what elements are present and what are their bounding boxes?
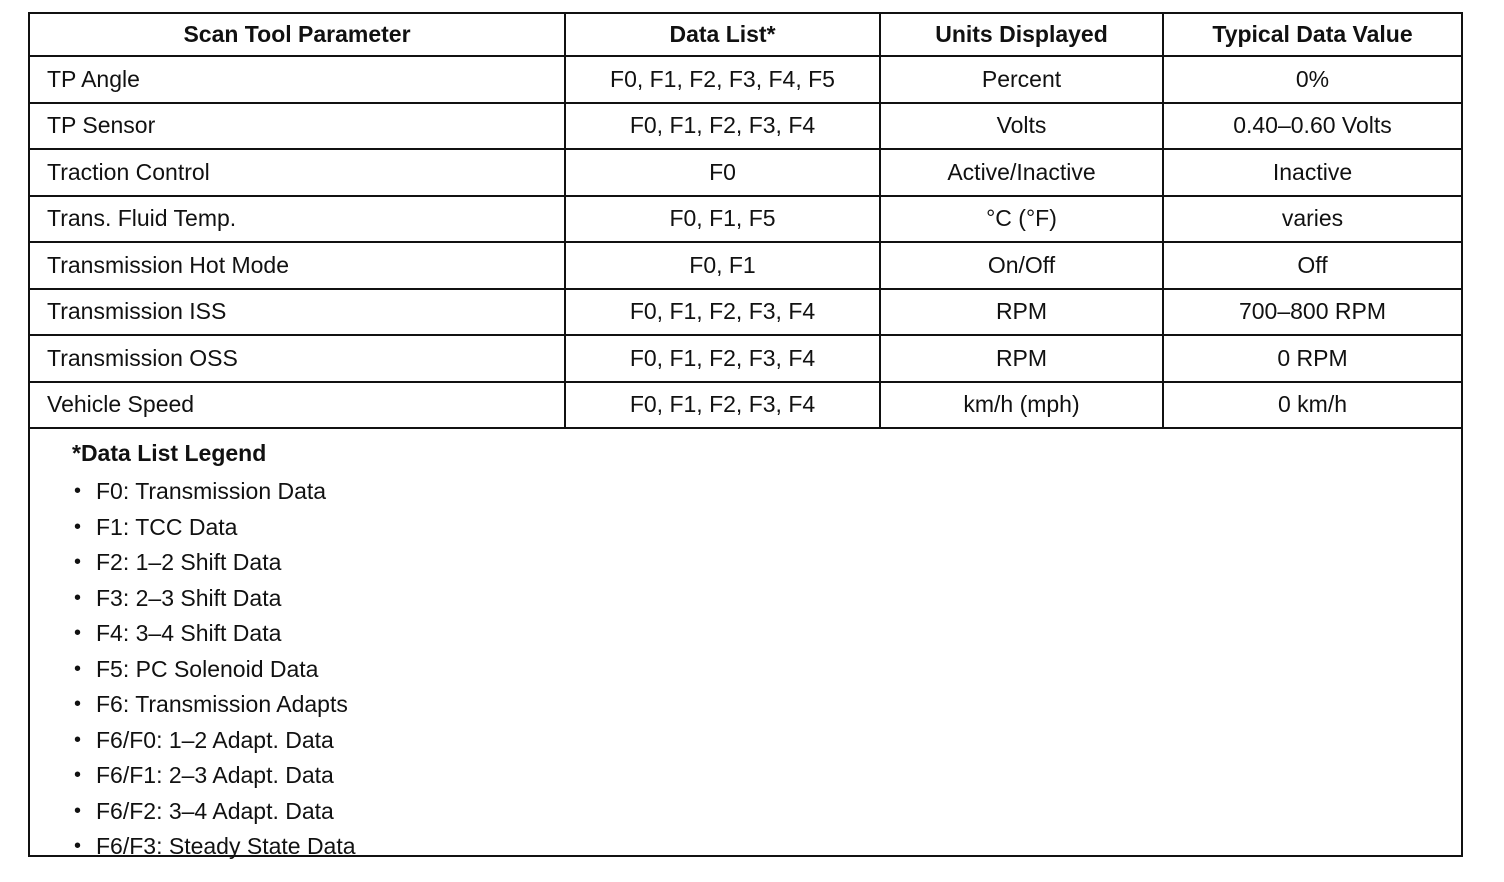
typical-value-cell: 0 km/h: [1163, 382, 1461, 429]
typical-value-cell: 0 RPM: [1163, 335, 1461, 382]
legend-item: [72, 652, 1461, 688]
legend-item-label: F6/F2: 3–4 Adapt. Data: [96, 797, 334, 824]
scan-tool-data-sheet: [28, 12, 1463, 857]
legend-item-label: F2: 1–2 Shift Data: [96, 549, 282, 575]
table-row: [30, 242, 1461, 289]
data-list-cell: F0: [565, 149, 880, 196]
data-list-cell: F0, F1, F2, F3, F4, F5: [565, 56, 880, 103]
bullet-icon: •: [74, 551, 82, 573]
legend-item-label: F5: PC Solenoid Data: [96, 655, 319, 682]
table-row: [30, 56, 1461, 103]
legend-item-label: F6: Transmission Adapts: [96, 691, 348, 717]
parameter-cell: Trans. Fluid Temp.: [30, 196, 565, 243]
parameter-cell: Traction Control: [30, 149, 565, 196]
data-list-legend: [30, 429, 1461, 865]
scan-tool-parameter-table: [30, 14, 1461, 429]
bullet-icon: •: [74, 693, 82, 715]
units-cell: RPM: [880, 335, 1163, 382]
table-header-row: [30, 14, 1461, 56]
header-data-list: Data List*: [565, 14, 880, 56]
data-list-cell: F0, F1, F2, F3, F4: [565, 289, 880, 336]
typical-value-cell: 700–800 RPM: [1163, 289, 1461, 336]
parameter-cell: TP Sensor: [30, 103, 565, 150]
units-cell: RPM: [880, 289, 1163, 336]
header-units-displayed: Units Displayed: [880, 14, 1163, 56]
units-cell: Volts: [880, 103, 1163, 150]
header-typical-data-value: Typical Data Value: [1163, 14, 1461, 56]
table-row: [30, 196, 1461, 243]
typical-value-cell: varies: [1163, 196, 1461, 243]
legend-item: [72, 474, 1461, 510]
table-row: [30, 149, 1461, 196]
legend-item: [72, 723, 1461, 759]
bullet-icon: •: [74, 728, 82, 751]
data-list-cell: F0, F1: [565, 242, 880, 289]
legend-item-label: F1: TCC Data: [96, 513, 238, 540]
typical-value-cell: 0%: [1163, 56, 1461, 103]
units-cell: Percent: [880, 56, 1163, 103]
units-cell: km/h (mph): [880, 382, 1163, 429]
legend-item-label: F6/F3: Steady State Data: [96, 833, 356, 859]
legend-item: [72, 794, 1461, 830]
table-row: [30, 289, 1461, 336]
legend-item: [72, 510, 1461, 546]
parameter-cell: Transmission ISS: [30, 289, 565, 336]
data-list-cell: F0, F1, F2, F3, F4: [565, 103, 880, 150]
legend-item: [72, 758, 1461, 794]
legend-item-label: F4: 3–4 Shift Data: [96, 620, 282, 646]
table-row: [30, 103, 1461, 150]
parameter-cell: Transmission OSS: [30, 335, 565, 382]
legend-item: [72, 581, 1461, 617]
bullet-icon: •: [74, 764, 82, 786]
bullet-icon: •: [74, 480, 82, 502]
legend-list: [72, 474, 1461, 865]
header-scan-tool-parameter: Scan Tool Parameter: [30, 14, 565, 56]
typical-value-cell: Inactive: [1163, 149, 1461, 196]
data-list-cell: F0, F1, F2, F3, F4: [565, 382, 880, 429]
parameter-cell: Vehicle Speed: [30, 382, 565, 429]
legend-item-label: F3: 2–3 Shift Data: [96, 584, 282, 611]
bullet-icon: •: [74, 799, 82, 822]
legend-item-label: F6/F1: 2–3 Adapt. Data: [96, 762, 334, 788]
parameter-cell: Transmission Hot Mode: [30, 242, 565, 289]
data-list-cell: F0, F1, F2, F3, F4: [565, 335, 880, 382]
bullet-icon: •: [74, 657, 82, 680]
bullet-icon: •: [74, 622, 82, 644]
legend-item: [72, 545, 1461, 581]
legend-item: [72, 616, 1461, 652]
legend-item: [72, 829, 1461, 865]
legend-item-label: F6/F0: 1–2 Adapt. Data: [96, 726, 334, 753]
units-cell: °C (°F): [880, 196, 1163, 243]
units-cell: Active/Inactive: [880, 149, 1163, 196]
legend-title: *Data List Legend: [72, 440, 267, 466]
parameter-cell: TP Angle: [30, 56, 565, 103]
table-row: [30, 335, 1461, 382]
legend-item: [72, 687, 1461, 723]
bullet-icon: •: [74, 586, 82, 609]
bullet-icon: •: [74, 835, 82, 857]
bullet-icon: •: [74, 515, 82, 538]
data-list-cell: F0, F1, F5: [565, 196, 880, 243]
legend-item-label: F0: Transmission Data: [96, 478, 327, 504]
table-row: [30, 382, 1461, 429]
typical-value-cell: 0.40–0.60 Volts: [1163, 103, 1461, 150]
units-cell: On/Off: [880, 242, 1163, 289]
typical-value-cell: Off: [1163, 242, 1461, 289]
